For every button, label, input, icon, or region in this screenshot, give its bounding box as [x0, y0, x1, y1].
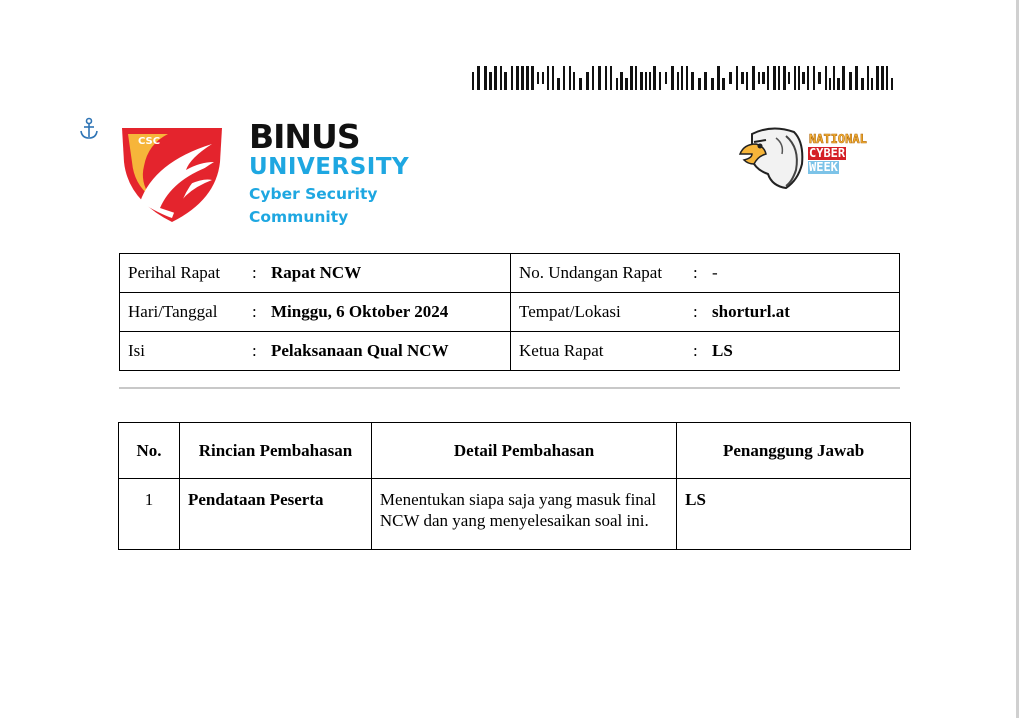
- barcode-bar: [698, 78, 701, 90]
- info-label: Tempat/Lokasi: [519, 302, 621, 321]
- barcode-bar: [773, 66, 776, 90]
- info-row: [120, 293, 900, 332]
- barcode-bar: [645, 72, 647, 90]
- barcode-bar: [537, 72, 539, 84]
- info-colon: :: [693, 302, 698, 321]
- barcode-decoration: [472, 66, 894, 90]
- barcode-bar: [767, 66, 769, 90]
- brand-subtitle: UNIVERSITY: [249, 154, 410, 180]
- table-row: [119, 479, 911, 550]
- table-header-row: [119, 423, 911, 479]
- barcode-bar: [484, 66, 487, 90]
- barcode-bar: [563, 66, 565, 90]
- barcode-bar: [758, 72, 760, 84]
- anchor-icon[interactable]: [79, 117, 99, 141]
- info-colon: :: [693, 341, 698, 360]
- barcode-bar: [691, 72, 694, 90]
- barcode-bar: [531, 66, 534, 90]
- info-value: Pelaksanaan Qual NCW: [271, 341, 449, 360]
- barcode-bar: [762, 72, 765, 84]
- barcode-bar: [717, 66, 720, 90]
- barcode-bar: [569, 66, 571, 90]
- info-colon: :: [252, 263, 257, 282]
- shield-label: CSC: [138, 136, 161, 147]
- info-cell-right: [511, 332, 900, 371]
- barcode-bar: [861, 78, 864, 90]
- barcode-bar: [829, 78, 831, 90]
- barcode-bar: [547, 66, 549, 90]
- barcode-bar: [778, 66, 780, 90]
- info-colon: :: [252, 341, 257, 360]
- barcode-bar: [711, 78, 714, 90]
- barcode-bar: [665, 72, 667, 84]
- barcode-bar: [741, 72, 744, 84]
- barcode-bar: [722, 78, 725, 90]
- barcode-bar: [736, 66, 738, 90]
- barcode-bar: [659, 72, 661, 90]
- barcode-bar: [842, 66, 845, 90]
- cell-no: 1: [119, 479, 180, 550]
- header-no: No.: [119, 423, 180, 479]
- barcode-bar: [620, 72, 623, 90]
- national-cyber-week-logo: [738, 124, 898, 190]
- brand-line-2: Community: [249, 208, 349, 226]
- barcode-bar: [849, 72, 852, 90]
- brand-line-1: Cyber Security: [249, 185, 378, 203]
- info-colon: :: [252, 302, 257, 321]
- barcode-bar: [783, 66, 786, 90]
- barcode-bar: [586, 72, 589, 90]
- barcode-bar: [511, 66, 513, 90]
- barcode-bar: [788, 72, 790, 84]
- discussion-table: [118, 422, 911, 550]
- cell-penanggung-jawab: LS: [677, 479, 911, 550]
- barcode-bar: [552, 66, 554, 90]
- info-value: Minggu, 6 Oktober 2024: [271, 302, 449, 321]
- barcode-bar: [472, 72, 474, 90]
- barcode-bar: [610, 66, 612, 90]
- barcode-bar: [477, 66, 480, 90]
- barcode-bar: [807, 66, 809, 90]
- info-label: Isi: [128, 341, 145, 360]
- barcode-bar: [489, 72, 492, 90]
- ncw-word-week: WEEK: [809, 160, 838, 174]
- info-cell-right: [511, 293, 900, 332]
- barcode-bar: [746, 72, 748, 90]
- barcode-bar: [640, 72, 643, 90]
- barcode-bar: [729, 72, 732, 84]
- header-penanggung-jawab: Penanggung Jawab: [677, 423, 911, 479]
- barcode-bar: [681, 66, 683, 90]
- info-cell-left: [120, 293, 511, 332]
- barcode-bar: [649, 72, 651, 90]
- binus-logo: [120, 117, 420, 230]
- barcode-bar: [516, 66, 519, 90]
- csc-shield-icon: [120, 122, 224, 224]
- info-row: [120, 254, 900, 293]
- barcode-bar: [886, 66, 888, 90]
- barcode-bar: [592, 66, 594, 90]
- header-rincian: Rincian Pembahasan: [179, 423, 371, 479]
- barcode-bar: [557, 78, 560, 90]
- barcode-bar: [855, 66, 858, 90]
- info-label: Ketua Rapat: [519, 341, 604, 360]
- barcode-bar: [704, 72, 707, 90]
- barcode-bar: [526, 66, 529, 90]
- barcode-bar: [813, 66, 815, 90]
- barcode-bar: [833, 66, 835, 90]
- barcode-bar: [598, 66, 601, 90]
- barcode-bar: [630, 66, 633, 90]
- info-row: [120, 332, 900, 371]
- barcode-bar: [798, 66, 800, 90]
- barcode-bar: [752, 66, 755, 90]
- barcode-bar: [686, 66, 688, 90]
- barcode-bar: [616, 78, 618, 90]
- eagle-icon: [738, 124, 806, 190]
- header-detail: Detail Pembahasan: [371, 423, 676, 479]
- info-label: Perihal Rapat: [128, 263, 221, 282]
- barcode-bar: [605, 66, 607, 90]
- barcode-bar: [794, 66, 796, 90]
- barcode-bar: [542, 72, 544, 84]
- brand-title: BINUS: [249, 117, 360, 156]
- barcode-bar: [635, 66, 637, 90]
- info-value: shorturl.at: [712, 302, 790, 321]
- info-cell-left: [120, 254, 511, 293]
- barcode-bar: [579, 78, 582, 90]
- barcode-bar: [825, 66, 827, 90]
- barcode-bar: [494, 66, 497, 90]
- cell-rincian: Pendataan Peserta: [179, 479, 371, 550]
- meeting-info-table: [119, 253, 900, 371]
- barcode-bar: [802, 72, 805, 84]
- barcode-bar: [573, 72, 575, 90]
- barcode-bar: [881, 66, 884, 90]
- barcode-bar: [500, 66, 502, 90]
- barcode-bar: [891, 78, 893, 90]
- info-value: -: [712, 263, 718, 282]
- barcode-bar: [671, 66, 674, 90]
- barcode-bar: [876, 66, 879, 90]
- info-label: No. Undangan Rapat: [519, 263, 663, 282]
- barcode-bar: [521, 66, 524, 90]
- ncw-word-cyber: CYBER: [809, 146, 846, 160]
- barcode-bar: [867, 66, 869, 90]
- barcode-bar: [677, 72, 679, 90]
- ncw-word-national: NATIONAL: [809, 132, 867, 146]
- section-divider: [119, 387, 900, 389]
- barcode-bar: [653, 66, 656, 90]
- cell-detail: Menentukan siapa saja yang masuk final NCW dan yang menyelesaikan soal ini.: [371, 479, 676, 550]
- info-cell-right: [511, 254, 900, 293]
- barcode-bar: [504, 72, 507, 90]
- barcode-bar: [625, 78, 628, 90]
- barcode-bar: [871, 78, 873, 90]
- info-value: Rapat NCW: [271, 263, 362, 282]
- info-label: Hari/Tanggal: [128, 302, 218, 321]
- info-value: LS: [712, 341, 733, 360]
- barcode-bar: [837, 78, 840, 90]
- info-cell-left: [120, 332, 511, 371]
- barcode-bar: [818, 72, 821, 84]
- info-colon: :: [693, 263, 698, 282]
